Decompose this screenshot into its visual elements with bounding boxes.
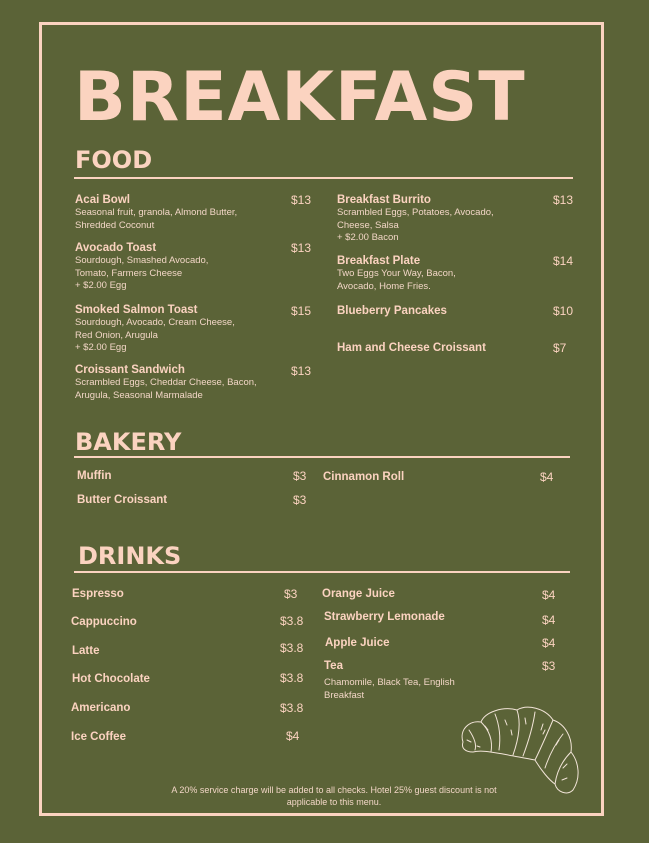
item-description: Sourdough, Avocado, Cream Cheese, Red Onion, Arugula [75,317,235,341]
menu-item [337,341,577,355]
item-price: $4 [542,636,556,650]
item-description: Scrambled Eggs, Cheddar Cheese, Bacon, Arugula, Seasonal Marmalade [75,377,257,401]
item-name: Hot Chocolate [72,673,150,685]
item-price: $4 [542,613,556,627]
section-divider [74,456,570,458]
item-addon: + $2.00 Bacon [337,232,399,243]
item-price: $13 [553,193,574,207]
item-name: Ham and Cheese Croissant [337,342,486,354]
item-name: Ice Coffee [71,731,126,743]
menu-item [75,363,315,402]
item-price: $3 [542,659,556,673]
section-divider [74,177,573,179]
section-title-bakery: BAKERY [75,428,182,456]
menu-item [75,193,315,232]
item-price: $14 [553,254,574,268]
item-name: Strawberry Lemonade [324,611,445,623]
item-name: Butter Croissant [77,494,168,506]
item-price: $4 [542,588,556,602]
item-name: Muffin [77,470,112,482]
item-price: $3 [293,469,307,483]
item-addon: + $2.00 Egg [75,342,127,353]
item-name: Apple Juice [325,637,390,649]
item-price: $10 [553,304,574,318]
item-description: Sourdough, Smashed Avocado, Tomato, Farmers Cheese [75,255,209,279]
item-name: Croissant Sandwich [75,364,185,376]
item-description: Seasonal fruit, granola, Almond Butter, Shredded Coconut [75,207,238,231]
item-price: $3.8 [280,614,304,628]
item-name: Blueberry Pancakes [337,305,447,317]
item-price: $13 [291,193,312,207]
section-title-drinks: DRINKS [78,542,182,570]
item-name: Breakfast Burrito [337,194,431,206]
item-name: Acai Bowl [75,194,130,206]
menu-item [75,303,315,355]
page-title: BREAKFAST [74,58,526,137]
item-name: Breakfast Plate [337,255,421,267]
item-name: Cinnamon Roll [323,471,405,483]
item-name: Smoked Salmon Toast [75,304,198,316]
item-price: $13 [291,364,312,378]
item-description: Chamomile, Black Tea, English Breakfast [324,677,455,701]
item-name: Tea [324,660,343,672]
item-name: Latte [72,645,100,657]
item-name: Cappuccino [71,616,137,628]
item-price: $4 [540,470,554,484]
item-addon: + $2.00 Egg [75,280,127,291]
item-description: Scrambled Eggs, Potatoes, Avocado, Cheese, Salsa [337,207,494,231]
item-name: Espresso [72,588,124,600]
item-name: Avocado Toast [75,242,157,254]
item-price: $15 [291,304,312,318]
item-price: $3 [284,587,298,601]
menu-item [337,304,577,318]
item-description: Two Eggs Your Way, Bacon, Avocado, Home Fries. [337,268,456,292]
item-price: $3.8 [280,671,304,685]
item-price: $3 [293,493,307,507]
item-price: $3.8 [280,701,304,715]
menu-item [324,659,564,702]
menu-item [75,241,315,293]
section-title-food: FOOD [75,146,153,174]
item-name: Americano [71,702,131,714]
section-divider [74,571,570,573]
item-price: $4 [286,729,300,743]
item-price: $3.8 [280,641,304,655]
item-price: $13 [291,241,312,255]
menu-item [337,193,577,245]
service-charge-note: A 20% service charge will be added to all checks. Hotel 25% guest discount is not applicable to this menu. [171,785,497,807]
item-price: $7 [553,341,567,355]
menu-item [337,254,577,293]
item-name: Orange Juice [322,588,395,600]
